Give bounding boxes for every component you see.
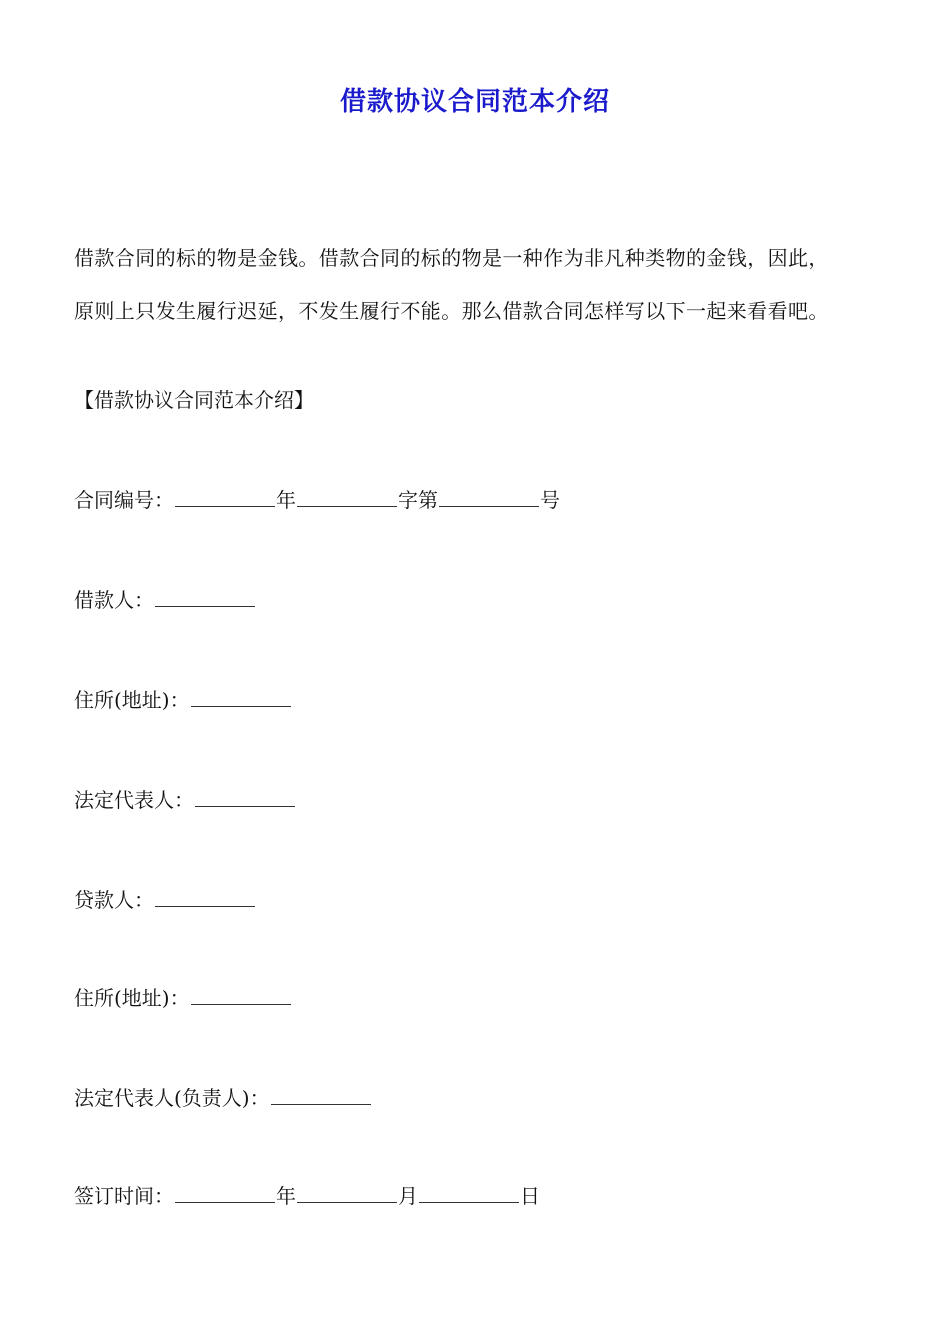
document-title: 借款协议合同范本介绍: [339, 87, 610, 117]
intro-line-2: 原则上只发生履行迟延，不发生履行不能。那么借款合同怎样写以下一起来看看吧。: [74, 299, 829, 323]
signing-month-unit: 月: [398, 1184, 418, 1208]
signing-month-blank: [297, 1182, 397, 1203]
contract-year-blank: [175, 486, 275, 507]
section-heading: 【借款协议合同范本介绍】: [74, 388, 314, 412]
borrower-label: 借款人：: [74, 588, 154, 612]
contract-char-unit: 字第: [398, 488, 438, 512]
lender-address-label: 住所(地址)：: [74, 986, 190, 1010]
contract-number-line: [74, 484, 560, 516]
borrower-legal-rep-blank: [195, 786, 295, 807]
borrower-line: [74, 584, 256, 616]
lender-legal-rep-label: 法定代表人(负责人)：: [74, 1086, 270, 1110]
lender-blank: [155, 886, 255, 907]
contract-year-unit: 年: [276, 488, 296, 512]
contract-char-blank: [297, 486, 397, 507]
contract-no-blank: [439, 486, 539, 507]
borrower-legal-rep-label: 法定代表人：: [74, 788, 194, 812]
lender-label: 贷款人：: [74, 888, 154, 912]
intro-line-1: 借款合同的标的物是金钱。借款合同的标的物是一种作为非凡种类物的金钱，因此，: [74, 246, 829, 270]
signing-year-blank: [175, 1182, 275, 1203]
contract-no-unit: 号: [540, 488, 560, 512]
lender-address-blank: [191, 984, 291, 1005]
borrower-address-label: 住所(地址)：: [74, 688, 190, 712]
signing-date-line: [74, 1180, 540, 1212]
lender-line: [74, 884, 256, 916]
lender-address-line: [74, 982, 292, 1014]
borrower-legal-rep-line: [74, 784, 296, 816]
signing-day-unit: 日: [520, 1184, 540, 1208]
lender-legal-rep-line: [74, 1082, 372, 1114]
borrower-address-line: [74, 684, 292, 716]
signing-date-label: 签订时间：: [74, 1184, 174, 1208]
lender-legal-rep-blank: [271, 1084, 371, 1105]
borrower-blank: [155, 586, 255, 607]
signing-day-blank: [419, 1182, 519, 1203]
contract-number-label: 合同编号：: [74, 488, 174, 512]
intro-paragraph: [74, 232, 894, 338]
signing-year-unit: 年: [276, 1184, 296, 1208]
borrower-address-blank: [191, 686, 291, 707]
